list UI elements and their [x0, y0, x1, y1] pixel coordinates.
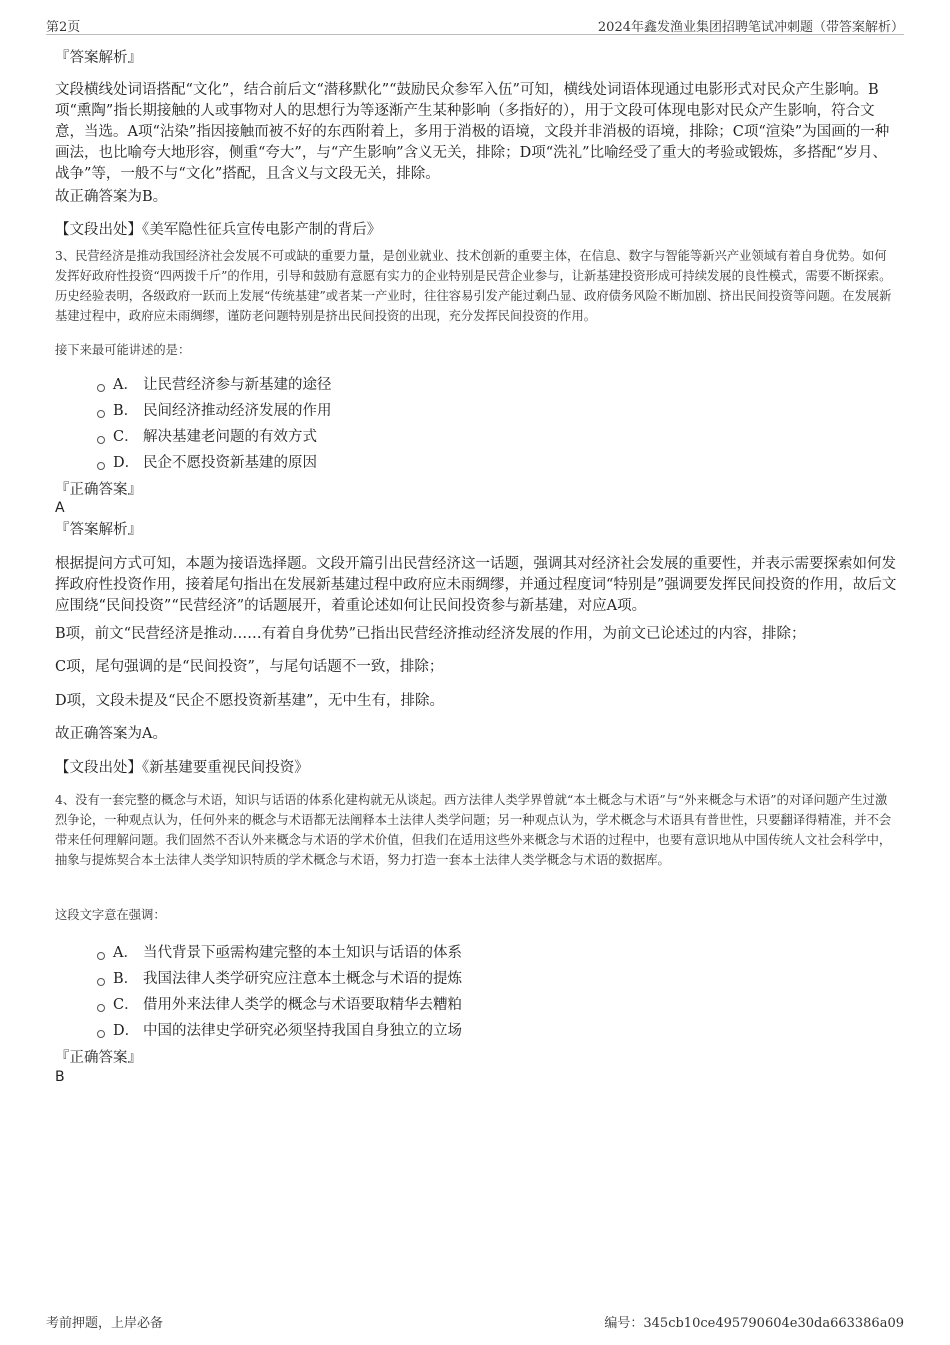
option-text: 解决基建老问题的有效方式	[143, 429, 317, 445]
q3-answer-label: 『正确答案』	[55, 482, 142, 498]
q4-option-b[interactable]	[97, 966, 462, 992]
option-text: 我国法律人类学研究应注意本土概念与术语的提炼	[143, 971, 462, 987]
q3-analysis-para-4: D项，文段未提及“民企不愿投资新基建”，无中生有，排除。	[55, 693, 444, 709]
q3-analysis-para-3: C项，尾句强调的是“民间投资”，与尾句话题不一致，排除；	[55, 659, 444, 675]
q3-prompt: 接下来最可能讲述的是：	[55, 343, 191, 357]
q4-options	[97, 940, 462, 1044]
page-number: 第2页	[46, 20, 81, 35]
q4-answer-label: 『正确答案』	[55, 1050, 142, 1066]
radio-icon[interactable]	[97, 1030, 105, 1038]
option-key: C．	[113, 997, 139, 1013]
option-key: D．	[113, 455, 140, 471]
document-title: 2024年鑫发渔业集团招聘笔试冲刺题（带答案解析）	[597, 20, 904, 35]
q3-question-text: 3、民营经济是推动我国经济社会发展不可或缺的重要力量，是创业就业、技术创新的重要主体，在信息、数字与智能等新兴产业领域有着自身优势。如何发挥好政府性投资“四两拨千斤”的作用，引导和鼓励有意愿有实力的企业特别是民营企业参与，让新基建投资形成可持续发展的良性模式，需要不断探索。历史经验表明，各级政府一跃而上发展“传统基建”或者某一产业时，往往容易引发产能过剩凸显、政府债务风险不断加剧、挤出民间投资等问题。在发展新基建过程中，政府应未雨绸缪，谨防老问题特别是挤出民间投资的出现，充分发挥民间投资的作用。	[55, 249, 892, 323]
radio-icon[interactable]	[97, 1004, 105, 1012]
radio-icon[interactable]	[97, 978, 105, 986]
q3-option-b[interactable]	[97, 398, 332, 424]
option-key: D．	[113, 1023, 140, 1039]
option-text: 中国的法律史学研究必须坚持我国自身独立的立场	[143, 1023, 462, 1039]
radio-icon[interactable]	[97, 952, 105, 960]
q4-prompt: 这段文字意在强调：	[55, 908, 166, 922]
q3-option-c[interactable]	[97, 424, 332, 450]
q2-source: 【文段出处】《美军隐性征兵宣传电影产制的背后》	[55, 222, 382, 238]
q3-source: 【文段出处】《新基建要重视民间投资》	[55, 760, 309, 776]
radio-icon[interactable]	[97, 410, 105, 418]
page-header	[46, 14, 904, 35]
q3-answer: A	[55, 500, 65, 516]
radio-icon[interactable]	[97, 436, 105, 444]
option-text: 让民营经济参与新基建的途径	[143, 377, 332, 393]
radio-icon[interactable]	[97, 462, 105, 470]
option-text: 民企不愿投资新基建的原因	[143, 455, 317, 471]
option-text: 借用外来法律人类学的概念与术语要取精华去糟粕	[143, 997, 462, 1013]
q2-analysis-label: 『答案解析』	[55, 50, 142, 66]
q4-question-text: 4、没有一套完整的概念与术语，知识与话语的体系化建构就无从谈起。西方法律人类学界曾就“本土概念与术语”与“外来概念与术语”的对译问题产生过激烈争论，一种观点认为，任何外来的概念与术语都无法阐释本土法律人类学问题；另一种观点认为，学术概念与术语具有普世性，只要翻译得精准，并不会带来任何理解问题。我们固然不否认外来概念与术语的学术价值，但我们在适用这些外来概念与术语的过程中，也要有意识地从中国传统人文社会科学中，抽象与提炼契合本土法律人类学知识特质的学术概念与术语，努力打造一套本土法律人类学概念与术语的数据库。	[55, 793, 892, 867]
q3-analysis-para-1: 根据提问方式可知，本题为接语选择题。文段开篇引出民营经济这一话题，强调其对经济社会发展的重要性，并表示需要探索如何发挥政府性投资作用，接着尾句指出在发展新基建过程中政府应未雨绸缪，并通过程度词“特别是”强调要发挥民间投资的作用，故后文应围绕“民间投资”“民营经济”的话题展开，着重论述如何让民间投资参与新基建，对应A项。	[55, 556, 897, 614]
q4-option-d[interactable]	[97, 1018, 462, 1044]
q2-conclusion: 故正确答案为B。	[55, 189, 168, 205]
option-key: B．	[113, 403, 139, 419]
q3-analysis-label: 『答案解析』	[55, 522, 142, 538]
option-key: C．	[113, 429, 139, 445]
q4-option-c[interactable]	[97, 992, 462, 1018]
q4-option-a[interactable]	[97, 940, 462, 966]
radio-icon[interactable]	[97, 384, 105, 392]
q2-analysis-text: 文段横线处词语搭配“文化”，结合前后文“潜移默化”“鼓励民众参军入伍”可知，横线处词语体现通过电影形式对民众产生影响。B项“熏陶”指长期接触的人或事物对人的思想行为等逐渐产生某种影响（多指好的），用于文段可体现电影对民众产生影响，符合文意，当选。A项“沾染”指因接触而被不好的东西附着上，多用于消极的语境，文段并非消极的语境，排除；C项“渲染”为国画的一种画法，也比喻夸大地形容，侧重“夸大”，与“产生影响”含义无关，排除；D项“洗礼”比喻经受了重大的考验或锻炼，多搭配“岁月、战争”等，一般不与“文化”搭配，且含义与文段无关，排除。	[55, 82, 890, 182]
document-id: 编号：345cb10ce495790604e30da663386a09	[604, 1316, 904, 1331]
option-text: 当代背景下亟需构建完整的本土知识与话语的体系	[143, 945, 462, 961]
q3-analysis-para-2: B项，前文“民营经济是推动……有着自身优势”已指出民营经济推动经济发展的作用，为前文已论述过的内容，排除；	[55, 626, 806, 642]
option-text: 民间经济推动经济发展的作用	[143, 403, 332, 419]
option-key: A．	[113, 377, 138, 393]
q3-option-a[interactable]	[97, 372, 332, 398]
q3-conclusion: 故正确答案为A。	[55, 726, 167, 742]
q3-options	[97, 372, 332, 476]
option-key: A．	[113, 945, 138, 961]
q3-option-d[interactable]	[97, 450, 332, 476]
option-key: B．	[113, 971, 139, 987]
footer-slogan: 考前押题，上岸必备	[46, 1316, 164, 1331]
q4-answer: B	[55, 1069, 65, 1085]
